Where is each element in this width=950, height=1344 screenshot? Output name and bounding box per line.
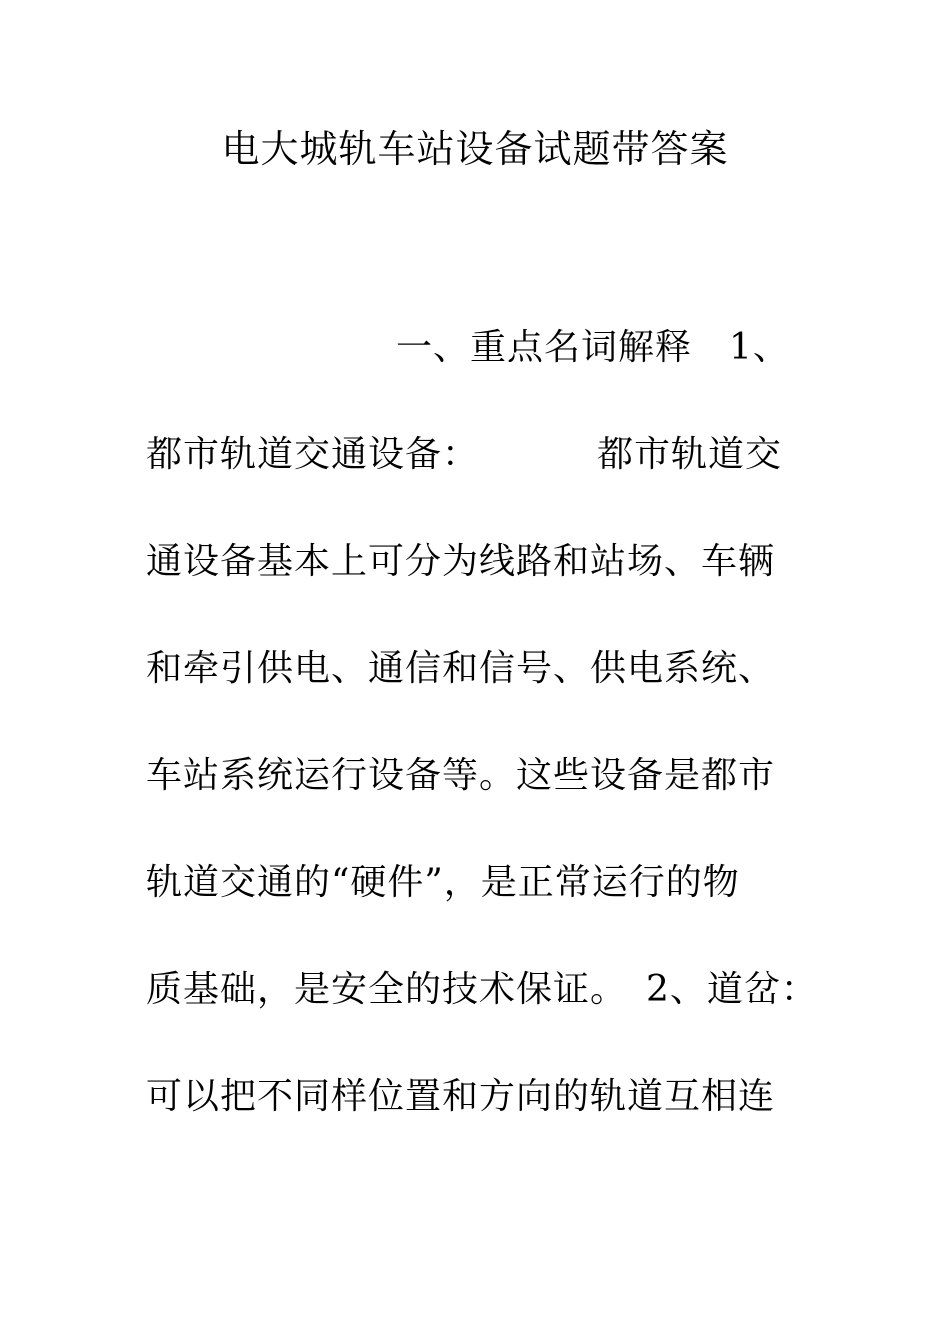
paragraph-line: 通设备基本上可分为线路和站场、车辆 bbox=[146, 541, 776, 582]
paragraph-line: 车站系统运行设备等。这些设备是都市 bbox=[146, 755, 776, 796]
paragraph-line-term bbox=[146, 431, 782, 479]
term-definition-start: 都市轨道交 bbox=[597, 434, 783, 475]
section-heading-line: 一、重点名词解释 1、 bbox=[396, 327, 790, 368]
term-label: 都市轨道交通设备： bbox=[146, 434, 480, 475]
paragraph-line: 轨道交通的“硬件”，是正常运行的物 bbox=[146, 862, 740, 903]
document-title: 电大城轨车站设备试题带答案 bbox=[221, 127, 729, 171]
paragraph-line: 可以把不同样位置和方向的轨道互相连 bbox=[146, 1076, 776, 1117]
paragraph-line: 和牵引供电、通信和信号、供电系统、 bbox=[146, 648, 776, 689]
paragraph-line: 质基础，是安全的技术保证。 2、道岔： bbox=[146, 969, 818, 1010]
